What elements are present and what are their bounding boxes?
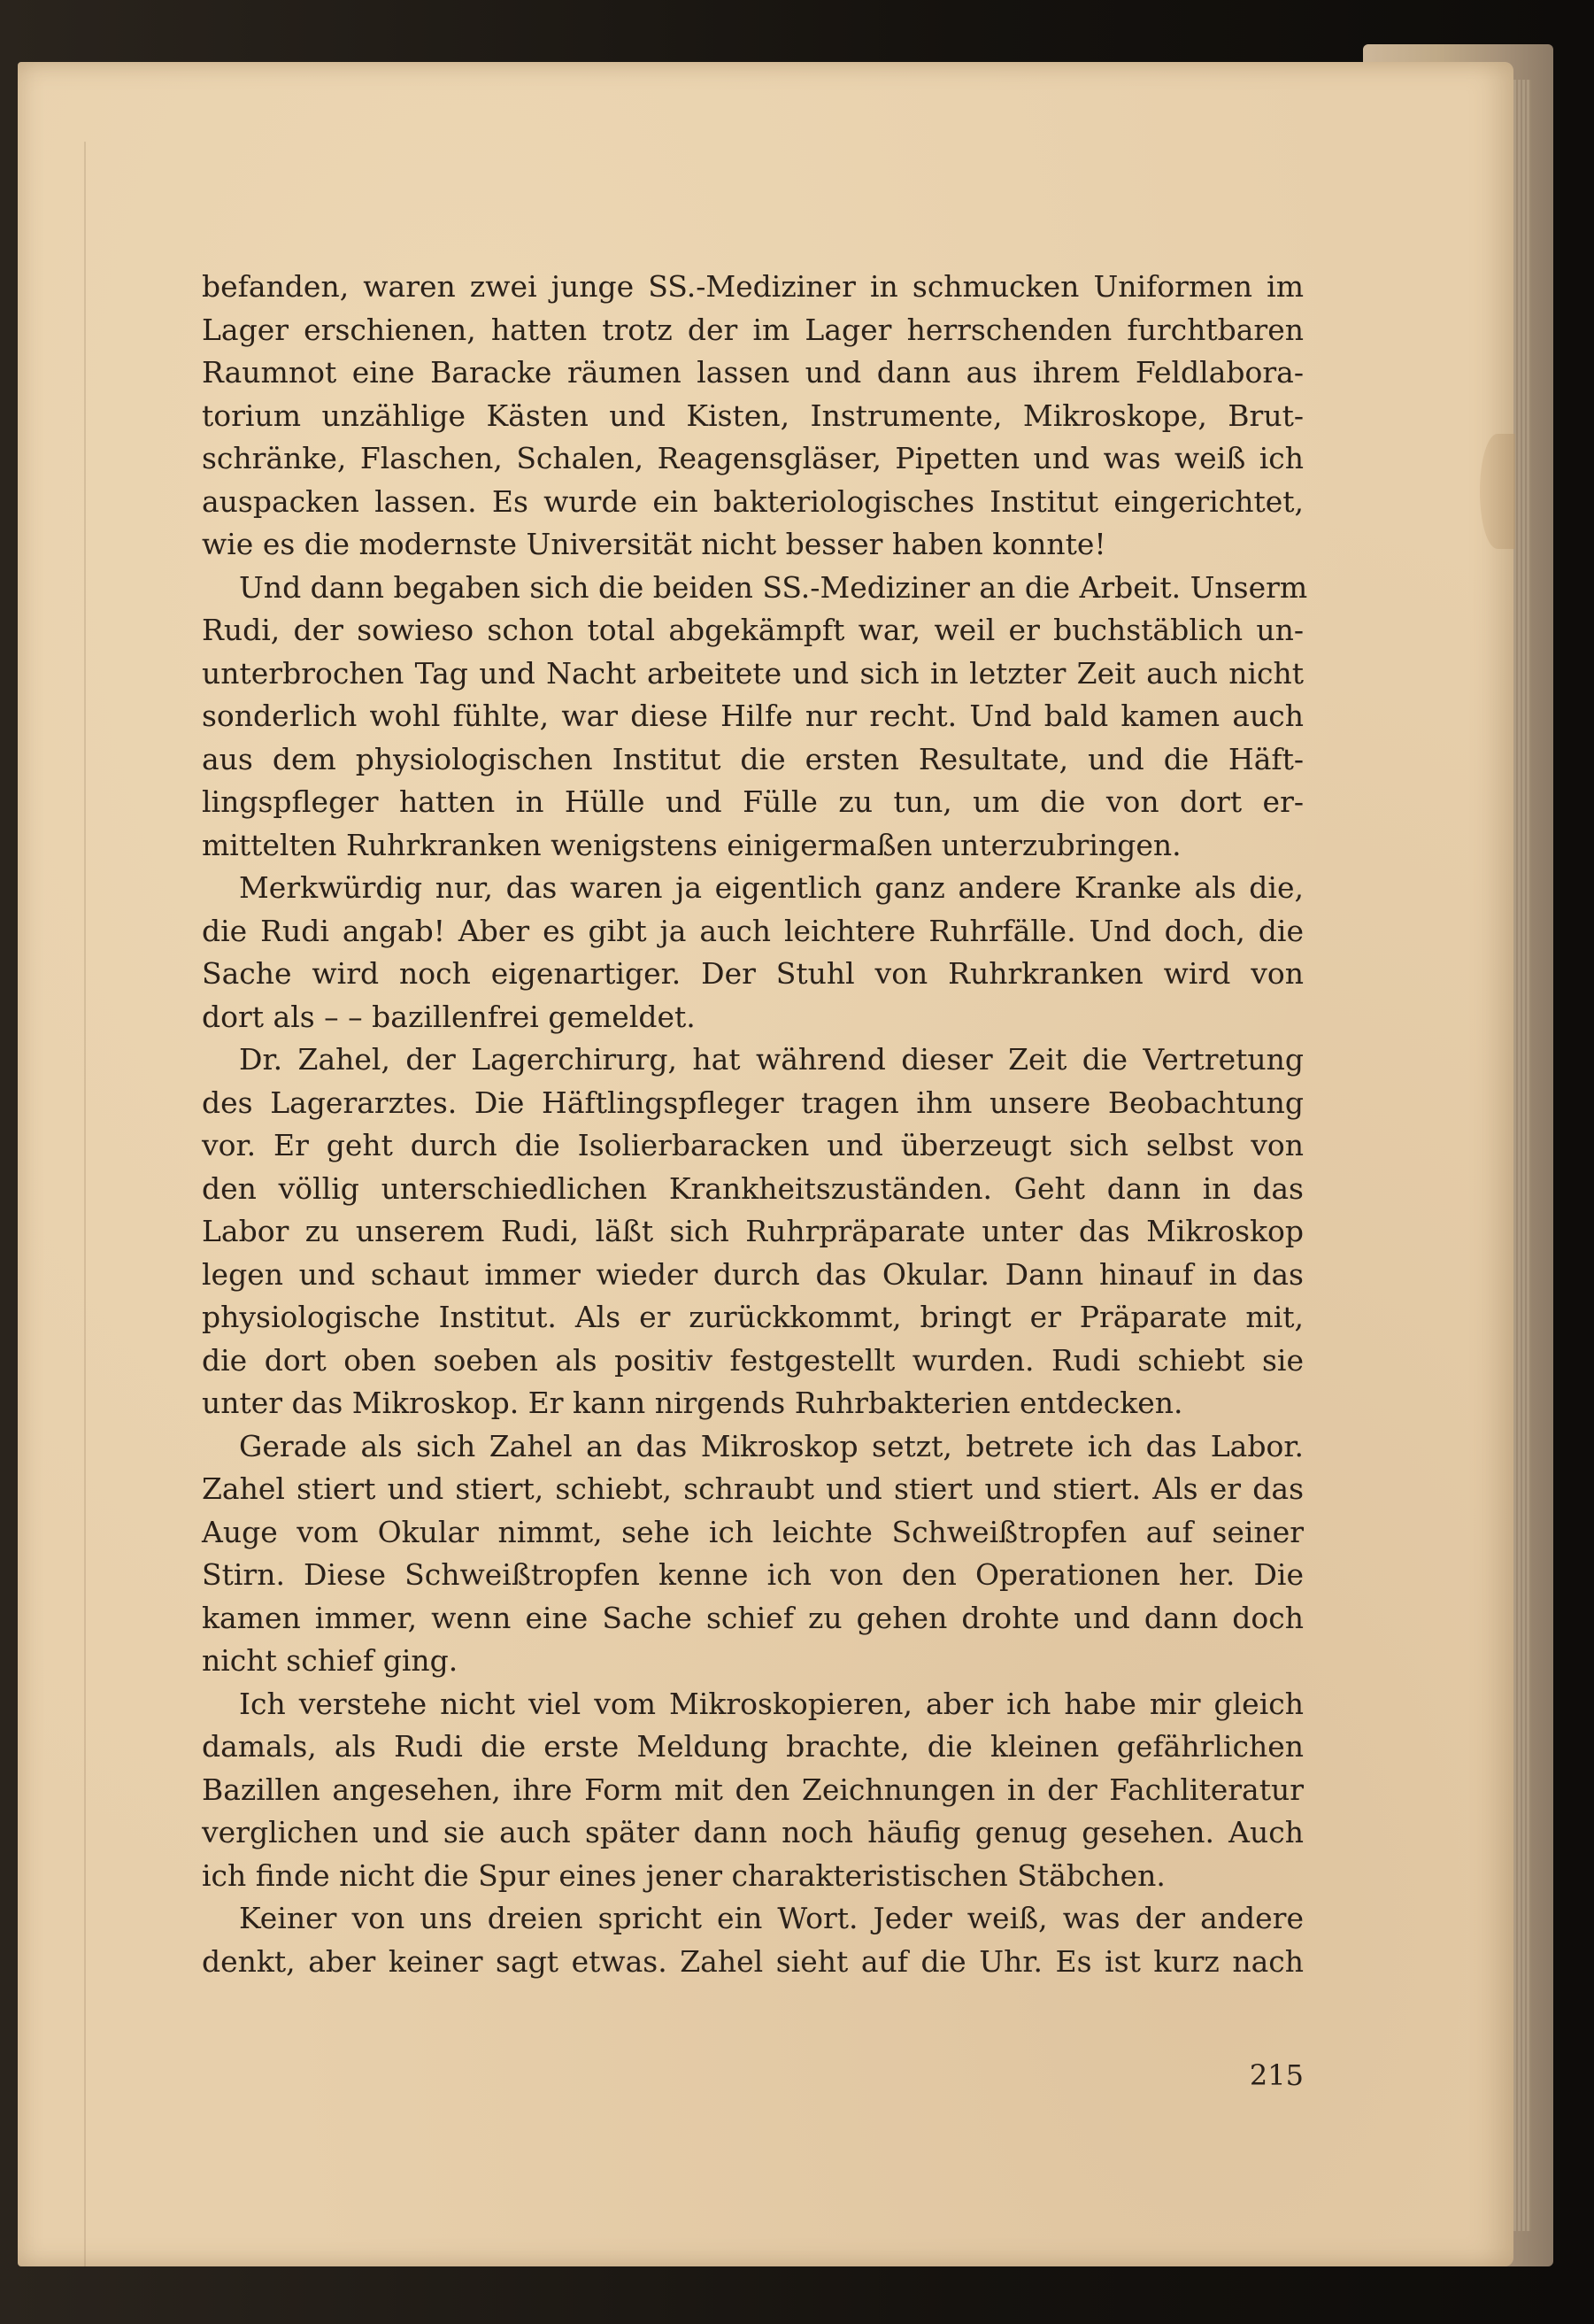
text-line: unterbrochen Tag und Nacht arbeitete und sich in letzter Zeit auch nicht xyxy=(202,655,1304,691)
page-tear xyxy=(1480,434,1515,549)
text-line: befanden, waren zwei junge SS.-Mediziner in schmucken Uniformen im xyxy=(202,269,1304,304)
text-line: des Lagerarztes. Die Häftlingspfleger tragen ihm unsere Beobachtung xyxy=(202,1085,1304,1120)
text-line: Merkwürdig nur, das waren ja eigentlich ganz andere Kranke als die, xyxy=(239,870,1304,905)
text-line: kamen immer, wenn eine Sache schief zu gehen drohte und dann doch xyxy=(202,1600,1304,1635)
text-line: nicht schief ging. xyxy=(202,1643,458,1678)
paragraph xyxy=(202,1038,1304,1425)
paragraph xyxy=(202,567,1308,868)
text-line: schränke, Flaschen, Schalen, Reagensgläser, Pipetten und was weiß ich xyxy=(202,441,1304,475)
text-line: Labor zu unserem Rudi, läßt sich Ruhrpräparate unter das Mikroskop xyxy=(202,1214,1304,1248)
paragraph xyxy=(202,1425,1304,1683)
text-line: unter das Mikroskop. Er kann nirgends Ruhrbakterien entdecken. xyxy=(202,1386,1183,1420)
text-line: Dr. Zahel, der Lagerchirurg, hat während dieser Zeit die Vertretung xyxy=(239,1042,1304,1077)
text-line: wie es die modernste Universität nicht besser haben konnte! xyxy=(202,527,1106,561)
body-text xyxy=(202,266,1308,1983)
text-line: Auge vom Okular nimmt, sehe ich leichte Schweißtropfen auf seiner xyxy=(202,1514,1304,1549)
text-line: Rudi, der sowieso schon total abgekämpft war, weil er buchstäblich un- xyxy=(202,613,1304,647)
text-line: die Rudi angab! Aber es gibt ja auch leichtere Ruhrfälle. Und doch, die xyxy=(202,913,1304,948)
paragraph xyxy=(202,867,1304,1038)
text-line: physiologische Institut. Als er zurückkommt, bringt er Präparate mit, xyxy=(202,1300,1304,1334)
text-line: torium unzählige Kästen und Kisten, Instrumente, Mikroskope, Brut- xyxy=(202,398,1304,433)
page-number: 215 xyxy=(1249,2058,1304,2092)
text-line: aus dem physiologischen Institut die ersten Resultate, und die Häft- xyxy=(202,741,1304,776)
text-line: den völlig unterschiedlichen Krankheitszuständen. Geht dann in das xyxy=(202,1170,1304,1206)
text-line: Stirn. Diese Schweißtropfen kenne ich von den Operationen her. Die xyxy=(202,1557,1304,1592)
text-line: Sache wird noch eigenartiger. Der Stuhl von Ruhrkranken wird von xyxy=(202,956,1304,991)
text-line: damals, als Rudi die erste Meldung brachte, die kleinen gefährlichen xyxy=(202,1729,1304,1764)
text-line: denkt, aber keiner sagt etwas. Zahel sieht auf die Uhr. Es ist kurz nach xyxy=(202,1943,1304,1979)
text-line: Und dann begaben sich die beiden SS.-Mediziner an die Arbeit. Unserm xyxy=(239,569,1308,605)
text-line: Keiner von uns dreien spricht ein Wort. Jeder weiß, was der andere xyxy=(239,1901,1304,1935)
text-line: auspacken lassen. Es wurde ein bakteriologisches Institut eingerichtet, xyxy=(202,483,1304,519)
text-line: sonderlich wohl fühlte, war diese Hilfe nur recht. Und bald kamen auch xyxy=(202,699,1304,733)
text-line: legen und schaut immer wieder durch das Okular. Dann hinauf in das xyxy=(202,1256,1304,1292)
gutter-line xyxy=(84,142,86,2266)
paragraph xyxy=(202,1897,1304,1983)
text-line: lingspfleger hatten in Hülle und Fülle zu tun, um die von dort er- xyxy=(202,784,1304,819)
text-line: dort als – – bazillenfrei gemeldet. xyxy=(202,999,696,1034)
paragraph xyxy=(202,1683,1304,1898)
text-line: die dort oben soeben als positiv festgestellt wurden. Rudi schiebt sie xyxy=(202,1342,1304,1378)
text-line: mittelten Ruhrkranken wenigstens einigermaßen unterzubringen. xyxy=(202,827,1182,862)
text-line: verglichen und sie auch später dann noch häufig genug gesehen. Auch xyxy=(202,1815,1304,1849)
text-line: ich finde nicht die Spur eines jener charakteristischen Stäbchen. xyxy=(202,1857,1166,1893)
text-line: Gerade als sich Zahel an das Mikroskop setzt, betrete ich das Labor. xyxy=(239,1428,1304,1463)
paragraph xyxy=(202,266,1304,567)
text-line: Ich verstehe nicht viel vom Mikroskopieren, aber ich habe mir gleich xyxy=(239,1686,1304,1721)
text-line: Lager erschienen, hatten trotz der im Lager herrschenden furchtbaren xyxy=(202,312,1304,347)
text-line: Raumnot eine Baracke räumen lassen und dann aus ihrem Feldlabora- xyxy=(202,355,1304,390)
text-line: Zahel stiert und stiert, schiebt, schraubt und stiert und stiert. Als er das xyxy=(202,1471,1304,1506)
text-line: vor. Er geht durch die Isolierbaracken und überzeugt sich selbst von xyxy=(202,1128,1304,1162)
text-line: Bazillen angesehen, ihre Form mit den Zeichnungen in der Fachliteratur xyxy=(202,1772,1304,1807)
